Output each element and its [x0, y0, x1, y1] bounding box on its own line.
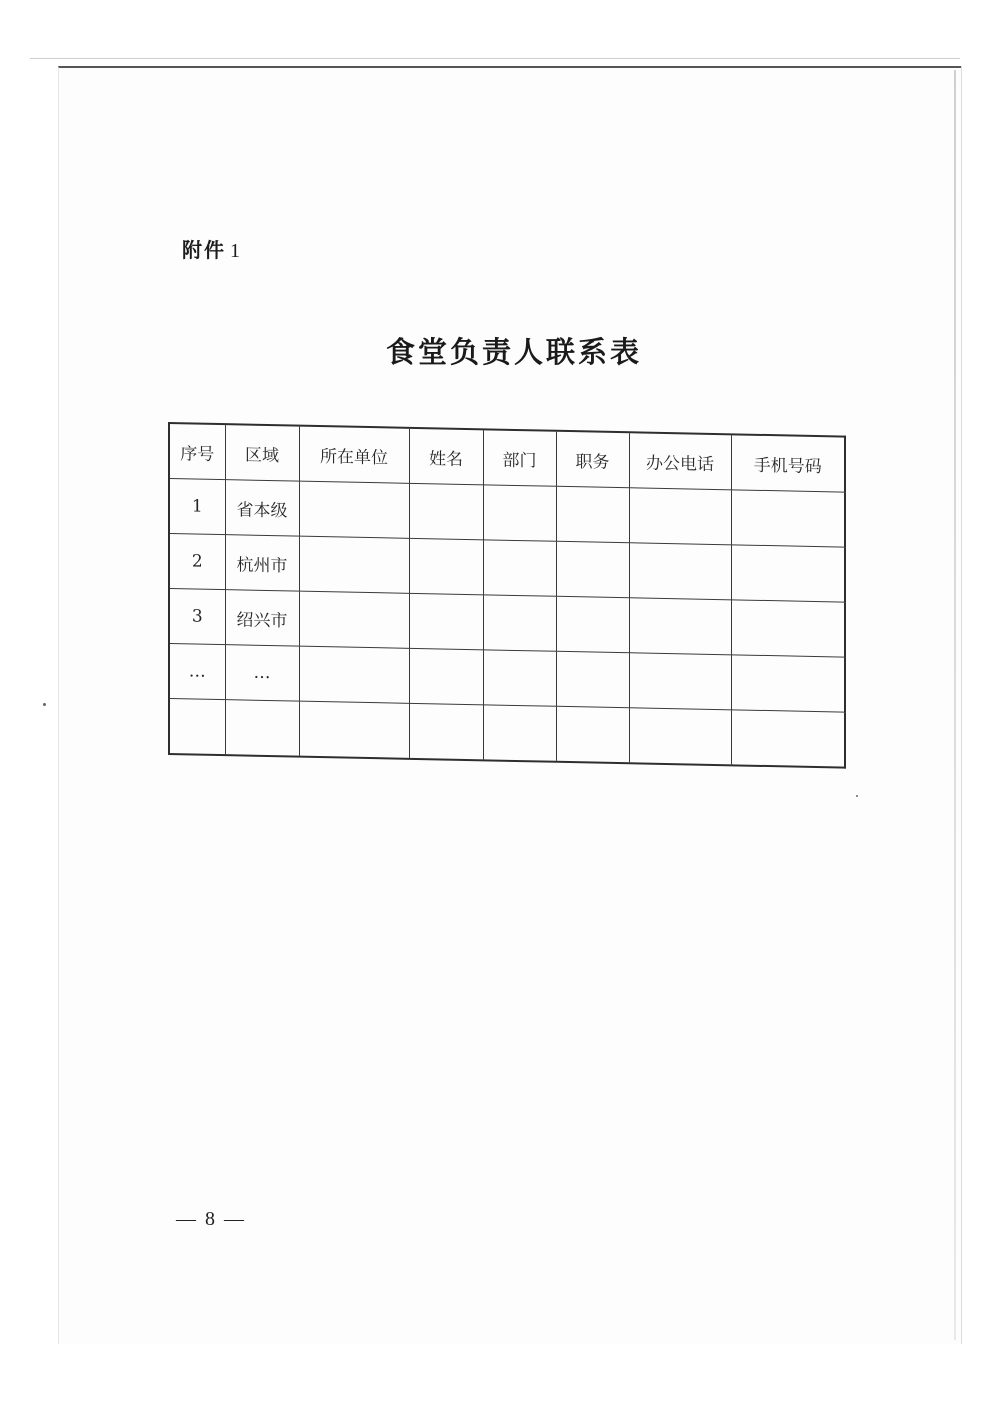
cell-office-phone[interactable]	[629, 653, 731, 710]
header-name: 姓名	[409, 428, 483, 485]
cell-name[interactable]	[409, 483, 483, 539]
cell-unit[interactable]	[299, 646, 409, 703]
cell-unit[interactable]	[299, 701, 409, 759]
header-unit: 所在单位	[299, 426, 409, 484]
cell-unit[interactable]	[299, 536, 409, 593]
cell-office-phone[interactable]	[629, 708, 731, 766]
cell-office-phone[interactable]	[629, 598, 731, 655]
scan-top-edge	[30, 58, 960, 59]
cell-region: 省本级	[225, 480, 299, 536]
cell-position[interactable]	[556, 706, 629, 763]
scan-speck	[856, 795, 858, 797]
cell-region	[225, 700, 299, 757]
cell-index: 2	[169, 534, 225, 590]
scan-right-edge	[954, 70, 956, 1340]
attachment-label	[182, 234, 242, 263]
cell-mobile[interactable]	[731, 490, 845, 547]
cell-region: 杭州市	[225, 535, 299, 591]
header-index: 序号	[169, 423, 225, 480]
cell-office-phone[interactable]	[629, 488, 731, 545]
scan-speck	[43, 703, 46, 706]
cell-unit[interactable]	[299, 591, 409, 648]
cell-name[interactable]	[409, 538, 483, 594]
header-department: 部门	[483, 429, 556, 486]
cell-position[interactable]	[556, 651, 629, 707]
cell-region: 绍兴市	[225, 590, 299, 646]
cell-department[interactable]	[483, 485, 556, 541]
cell-position[interactable]	[556, 486, 629, 542]
cell-index: 1	[169, 479, 225, 535]
page-number: — 8 —	[176, 1208, 246, 1230]
contact-table-wrapper	[168, 422, 844, 769]
cell-department[interactable]	[483, 540, 556, 596]
cell-index: 3	[169, 589, 225, 645]
cell-position[interactable]	[556, 541, 629, 597]
cell-name[interactable]	[409, 648, 483, 704]
cell-department[interactable]	[483, 595, 556, 651]
header-mobile: 手机号码	[731, 434, 845, 492]
cell-unit[interactable]	[299, 481, 409, 538]
cell-mobile[interactable]	[731, 710, 845, 768]
cell-position[interactable]	[556, 596, 629, 652]
document-title: 食堂负责人联系表	[386, 335, 643, 369]
cell-index	[169, 699, 225, 756]
cell-department[interactable]	[483, 650, 556, 706]
cell-mobile[interactable]	[731, 655, 845, 712]
contact-table	[168, 422, 846, 769]
cell-department[interactable]	[483, 705, 556, 762]
cell-name[interactable]	[409, 593, 483, 649]
header-position: 职务	[556, 431, 629, 488]
attachment-text: 附件	[182, 238, 226, 262]
cell-mobile[interactable]	[731, 600, 845, 657]
attachment-number: 1	[230, 240, 242, 262]
header-office-phone: 办公电话	[629, 432, 731, 490]
cell-index: …	[169, 644, 225, 700]
cell-name[interactable]	[409, 703, 483, 760]
header-region: 区域	[225, 424, 299, 481]
cell-office-phone[interactable]	[629, 543, 731, 600]
cell-region: …	[225, 645, 299, 701]
cell-mobile[interactable]	[731, 545, 845, 602]
